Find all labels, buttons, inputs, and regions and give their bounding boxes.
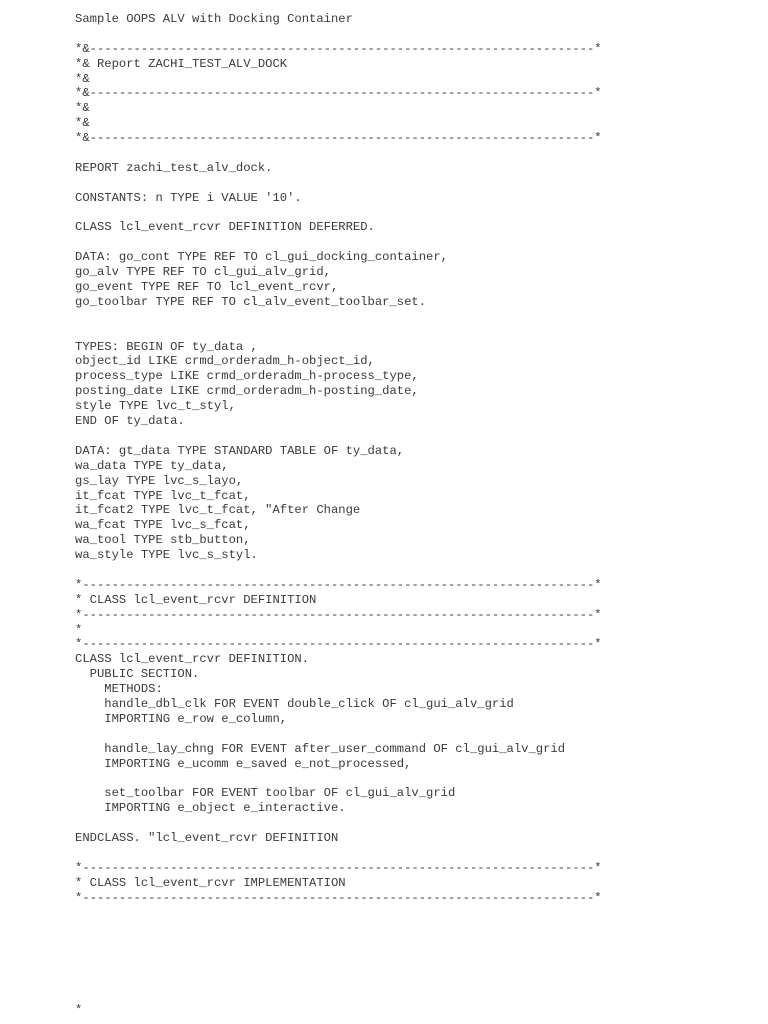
code-line: *&: [75, 116, 90, 131]
code-line: style TYPE lvc_t_styl,: [75, 399, 236, 414]
code-line: *----------------------------------------------------------------------*: [75, 637, 602, 652]
code-line: it_fcat2 TYPE lvc_t_fcat, "After Change: [75, 503, 361, 518]
code-line: IMPORTING e_row e_column,: [75, 711, 288, 726]
code-line: [75, 429, 755, 444]
code-line: [75, 727, 755, 742]
page-footer-mark: *: [75, 1003, 83, 1017]
code-line: gs_lay TYPE lvc_s_layo,: [75, 473, 244, 488]
code-line: *&---------------------------------------------------------------------*: [75, 41, 602, 56]
code-line: *&: [75, 71, 90, 86]
code-line: *& Report ZACHI_TEST_ALV_DOCK: [75, 56, 288, 71]
code-line: *&---------------------------------------------------------------------*: [75, 131, 602, 146]
code-line: *----------------------------------------------------------------------*: [75, 607, 602, 622]
code-line: END OF ty_data.: [75, 414, 185, 429]
code-line: PUBLIC SECTION.: [75, 667, 200, 682]
code-line: [75, 563, 755, 578]
code-line: *----------------------------------------------------------------------*: [75, 577, 602, 592]
code-line: DATA: go_cont TYPE REF TO cl_gui_docking_container,: [75, 250, 448, 265]
code-line: CLASS lcl_event_rcvr DEFINITION DEFERRED.: [75, 220, 375, 235]
code-line: [75, 176, 755, 191]
code-line: * CLASS lcl_event_rcvr IMPLEMENTATION: [75, 875, 346, 890]
code-line: set_toolbar FOR EVENT toolbar OF cl_gui_alv_grid: [75, 786, 456, 801]
code-line: *----------------------------------------------------------------------*: [75, 890, 602, 905]
code-line: TYPES: BEGIN OF ty_data ,: [75, 339, 258, 354]
code-line: [75, 206, 755, 221]
code-line: METHODS:: [75, 682, 163, 697]
code-line: [75, 235, 755, 250]
code-line: [75, 846, 755, 861]
code-line: wa_data TYPE ty_data,: [75, 458, 229, 473]
code-line: *&---------------------------------------------------------------------*: [75, 86, 602, 101]
code-line: [75, 771, 755, 786]
code-line: CONSTANTS: n TYPE i VALUE '10'.: [75, 190, 302, 205]
code-line: *----------------------------------------------------------------------*: [75, 860, 602, 875]
code-line: wa_tool TYPE stb_button,: [75, 533, 251, 548]
code-line: [75, 325, 755, 340]
code-line: IMPORTING e_ucomm e_saved e_not_processed,: [75, 756, 412, 771]
code-line: DATA: gt_data TYPE STANDARD TABLE OF ty_data,: [75, 443, 405, 458]
code-line: wa_style TYPE lvc_s_styl.: [75, 548, 258, 563]
code-line: [75, 816, 755, 831]
code-document: [75, 12, 755, 905]
code-line: REPORT zachi_test_alv_dock.: [75, 160, 273, 175]
code-line: go_toolbar TYPE REF TO cl_alv_event_toolbar_set.: [75, 294, 427, 309]
code-line: posting_date LIKE crmd_orderadm_h-posting_date,: [75, 384, 419, 399]
code-line: Sample OOPS ALV with Docking Container: [75, 12, 353, 26]
code-line: ENDCLASS. "lcl_event_rcvr DEFINITION: [75, 830, 339, 845]
code-line: handle_dbl_clk FOR EVENT double_click OF cl_gui_alv_grid: [75, 696, 514, 711]
code-line: it_fcat TYPE lvc_t_fcat,: [75, 488, 251, 503]
code-line: CLASS lcl_event_rcvr DEFINITION.: [75, 652, 310, 667]
code-line: * CLASS lcl_event_rcvr DEFINITION: [75, 592, 317, 607]
code-line: IMPORTING e_object e_interactive.: [75, 801, 346, 816]
code-line: go_event TYPE REF TO lcl_event_rcvr,: [75, 280, 339, 295]
code-line: process_type LIKE crmd_orderadm_h-process_type,: [75, 369, 419, 384]
code-line: *&: [75, 101, 90, 116]
code-line: [75, 146, 755, 161]
code-line: [75, 310, 755, 325]
code-line: handle_lay_chng FOR EVENT after_user_command OF cl_gui_alv_grid: [75, 741, 566, 756]
code-line: wa_fcat TYPE lvc_s_fcat,: [75, 518, 251, 533]
code-line: object_id LIKE crmd_orderadm_h-object_id,: [75, 354, 375, 369]
code-line: *: [75, 622, 83, 637]
code-line: [75, 27, 755, 42]
code-line: go_alv TYPE REF TO cl_gui_alv_grid,: [75, 265, 331, 280]
